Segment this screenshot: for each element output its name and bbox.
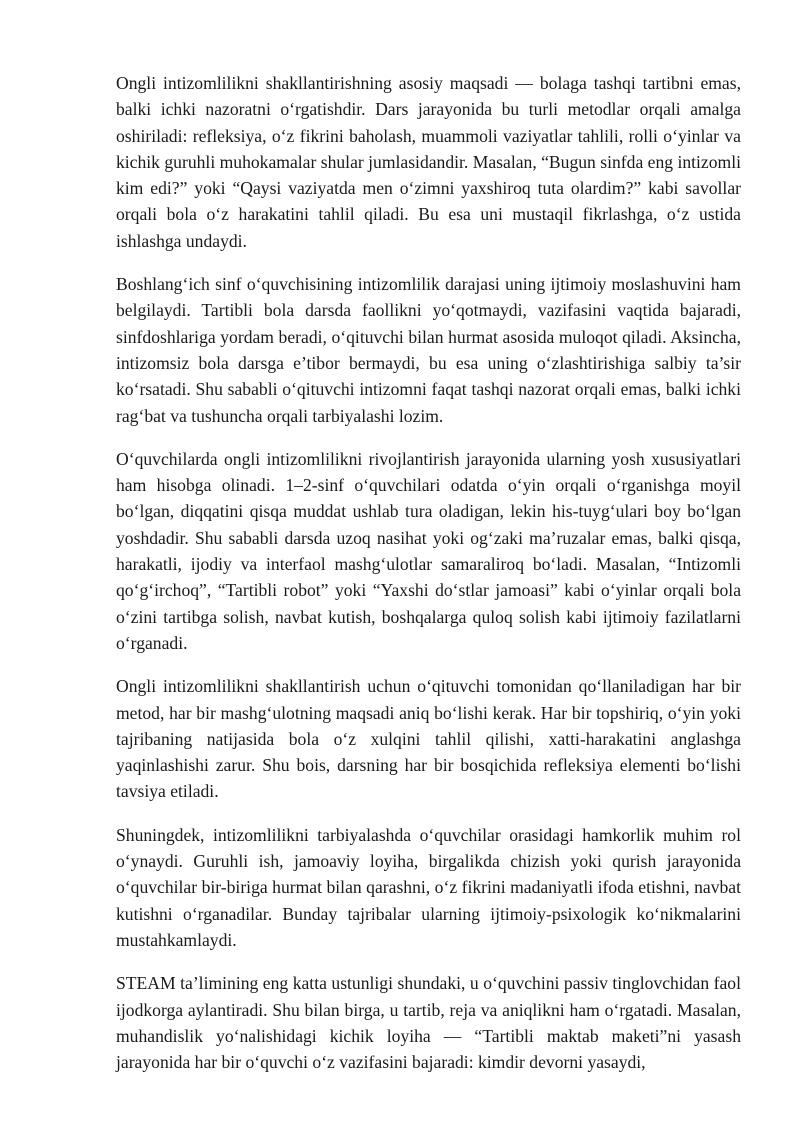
paragraph-5: Shuningdek, intizomlilikni tarbiyalashda o‘quvchilar orasidagi hamkorlik muhim rol o‘ynaydi. Guruhli ish, jamoaviy loyiha, birgalikda chizish yoki qurish jarayonida o‘quvchilar bir-biriga hurmat bilan qarashni, o‘z fikrini madaniyatli ifoda etishni, navbat kutishni o‘rganadilar. Bunday tajribalar ularning ijtimoiy-psixologik ko‘nikmalarini mustahkamlaydi. bbox=[116, 824, 741, 950]
document-page bbox=[116, 70, 741, 1092]
paragraph-6: STEAM ta’limining eng katta ustunligi shundaki, u o‘quvchini passiv tinglovchidan faol ijodkorga aylantiradi. Shu bilan birga, u tartib, reja va aniqlikni ham o‘rgatadi. Masalan, muhandislik yo‘nalishidagi kichik loyiha — “Tartibli maktab maketi”ni yasash jarayonida har bir o‘quvchi o‘z vazifasini bajaradi: kimdir devorni yasaydi, bbox=[116, 973, 741, 1073]
paragraph-3: O‘quvchilarda ongli intizomlilikni rivojlantirish jarayonida ularning yosh xususiyatlari ham hisobga olinadi. 1–2-sinf o‘quvchilari odatda o‘yin orqali o‘rganishga moyil bo‘lgan, diqqatini qisqa muddat ushlab tura oladigan, lekin his-tuyg‘ulari boy bo‘lgan yoshdadir. Shu sababli darsda uzoq nasihat yoki og‘zaki ma’ruzalar emas, balki qisqa, harakatli, ijodiy va interfaol mashg‘ulotlar samaraliroq bo‘ladi. Masalan, “Intizomli qo‘g‘irchoq”, “Tartibli robot” yoki “Yaxshi do‘stlar jamoasi” kabi o‘yinlar orqali bola o‘zini tartibga solish, navbat kutish, boshqalarga quloq solish kabi ijtimoiy fazilatlarni o‘rganadi. bbox=[116, 448, 741, 653]
paragraph-2: Boshlang‘ich sinf o‘quvchisining intizomlilik darajasi uning ijtimoiy moslashuvini ham belgilaydi. Tartibli bola darsda faollikni yo‘qotmaydi, vazifasini vaqtida bajaradi, sinfdoshlariga yordam beradi, o‘qituvchi bilan hurmat asosida muloqot qiladi. Aksincha, intizomsiz bola darsga e’tibor bermaydi, bu esa uning o‘zlashtirishiga salbiy ta’sir ko‘rsatadi. Shu sababli o‘qituvchi intizomni faqat tashqi nazorat orqali emas, balki ichki rag‘bat va tushuncha orqali tarbiyalashi lozim. bbox=[116, 274, 741, 426]
paragraph-1: Ongli intizomlilikni shakllantirishning asosiy maqsadi — bolaga tashqi tartibni emas, balki ichki nazoratni o‘rgatishdir. Dars jarayonida bu turli metodlar orqali amalga oshiriladi: refleksiya, o‘z fikrini baholash, muammoli vaziyatlar tahlili, rolli o‘yinlar va kichik guruhli muhokamalar shular jumlasidandir. Masalan, “Bugun sinfda eng intizomli kim edi?” yoki “Qaysi vaziyatda men o‘zimni yaxshiroq tuta olardim?” kabi savollar orqali bola o‘z harakatini tahlil qiladi. Bu esa uni mustaqil fikrlashga, o‘z ustida ishlashga undaydi. bbox=[116, 73, 741, 251]
paragraph-4: Ongli intizomlilikni shakllantirish uchun o‘qituvchi tomonidan qo‘llaniladigan har bir metod, har bir mashg‘ulotning maqsadi aniq bo‘lishi kerak. Har bir topshiriq, o‘yin yoki tajribaning natijasida bola o‘z xulqini tahlil qilishi, xatti-harakatini anglashga yaqinlashishi zarur. Shu bois, darsning har bir bosqichida refleksiya elementi bo‘lishi tavsiya etiladi. bbox=[116, 676, 741, 802]
